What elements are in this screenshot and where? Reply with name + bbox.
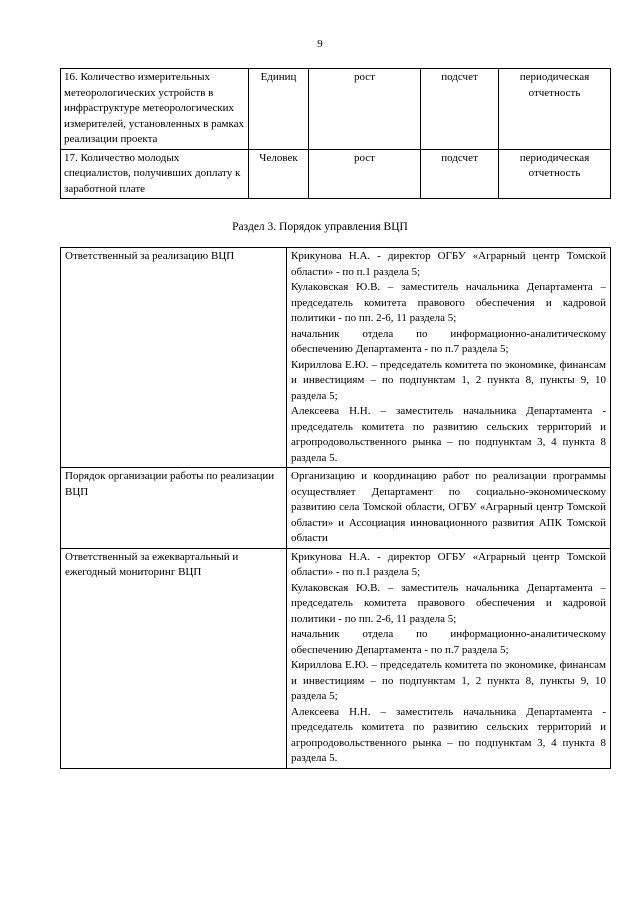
row-content: [287, 548, 611, 768]
paragraph: Организацию и координацию работ по реализации программы осуществляет Департамент по социально-экономическому развитию села Томской области, ОГБУ «Аграрный центр Томской области» и Ассоциация инновационного развития АПК Томской области: [291, 470, 606, 544]
row-content: [287, 248, 611, 468]
indicator-reporting: периодическая отчетность: [499, 149, 611, 199]
paragraph: Кулаковская Ю.В. – заместитель начальника Департамента – председатель комитета правового обеспечения и кадровой политики - по пп. 2-6, 11 раздела 5;: [291, 581, 606, 625]
paragraph: Алексеева Н.Н. – заместитель начальника Департамента - председатель комитета по развитию сельских территорий и агропродовольственного рынка – по подпунктам 3, 4 пункта 8 раздела 5.: [291, 705, 606, 764]
paragraph: Кириллова Е.Ю. – председатель комитета по экономике, финансам и инвестициям – по подпунктам 1, 2 пункта 8, пункты 9, 10 раздела 5;: [291, 659, 606, 702]
indicator-method: подсчет: [421, 149, 499, 199]
paragraph: начальник отдела по информационно-аналитическому обеспечению Департамента - по п.7 раздела 5;: [291, 628, 606, 656]
paragraph: начальник отдела по информационно-аналитическому обеспечению Департамента - по п.7 раздела 5;: [291, 327, 606, 355]
indicators-table: [60, 68, 611, 199]
table-row: [61, 468, 611, 549]
indicator-method: подсчет: [421, 69, 499, 150]
paragraph: Крикунова Н.А. - директор ОГБУ «Аграрный центр Томской области» - по п.1 раздела 5;: [291, 550, 606, 578]
indicator-name: 16. Количество измерительных метеорологических устройств в инфраструктуре метеорологических измерителей, установленных в рамках реализации проекта: [61, 69, 249, 150]
paragraph: Кулаковская Ю.В. – заместитель начальника Департамента – председатель комитета правового обеспечения и кадровой политики - по пп. 2-6, 11 раздела 5;: [291, 281, 606, 324]
row-content: [287, 468, 611, 549]
row-label: Ответственный за реализацию ВЦП: [61, 248, 287, 468]
indicator-trend: рост: [309, 69, 421, 150]
table-row: [61, 69, 611, 150]
indicator-reporting: периодическая отчетность: [499, 69, 611, 150]
indicator-unit: Единиц: [249, 69, 309, 150]
page-number: 9: [317, 38, 323, 50]
paragraph: Алексеева Н.Н. – заместитель начальника Департамента - председатель комитета по развитию сельских территорий и агропродовольственного рынка – по подпунктам 3, 4 пункта 8 раздела 5.: [291, 405, 606, 464]
section-title: Раздел 3. Порядок управления ВЦП: [232, 221, 408, 233]
row-label: Ответственный за ежеквартальный и ежегодный мониторинг ВЦП: [61, 548, 287, 768]
indicator-name: 17. Количество молодых специалистов, получивших доплату к заработной плате: [61, 149, 249, 199]
indicator-unit: Человек: [249, 149, 309, 199]
table-row: [61, 548, 611, 768]
management-table: [60, 247, 611, 769]
table-row: [61, 248, 611, 468]
paragraph: Крикунова Н.А. - директор ОГБУ «Аграрный центр Томской области» - по п.1 раздела 5;: [291, 250, 606, 278]
indicator-trend: рост: [309, 149, 421, 199]
table-row: [61, 149, 611, 199]
paragraph: Кириллова Е.Ю. – председатель комитета по экономике, финансам и инвестициям – по подпунктам 1, 2 пункта 8, пункты 9, 10 раздела 5;: [291, 358, 606, 402]
row-label: Порядок организации работы по реализации ВЦП: [61, 468, 287, 549]
